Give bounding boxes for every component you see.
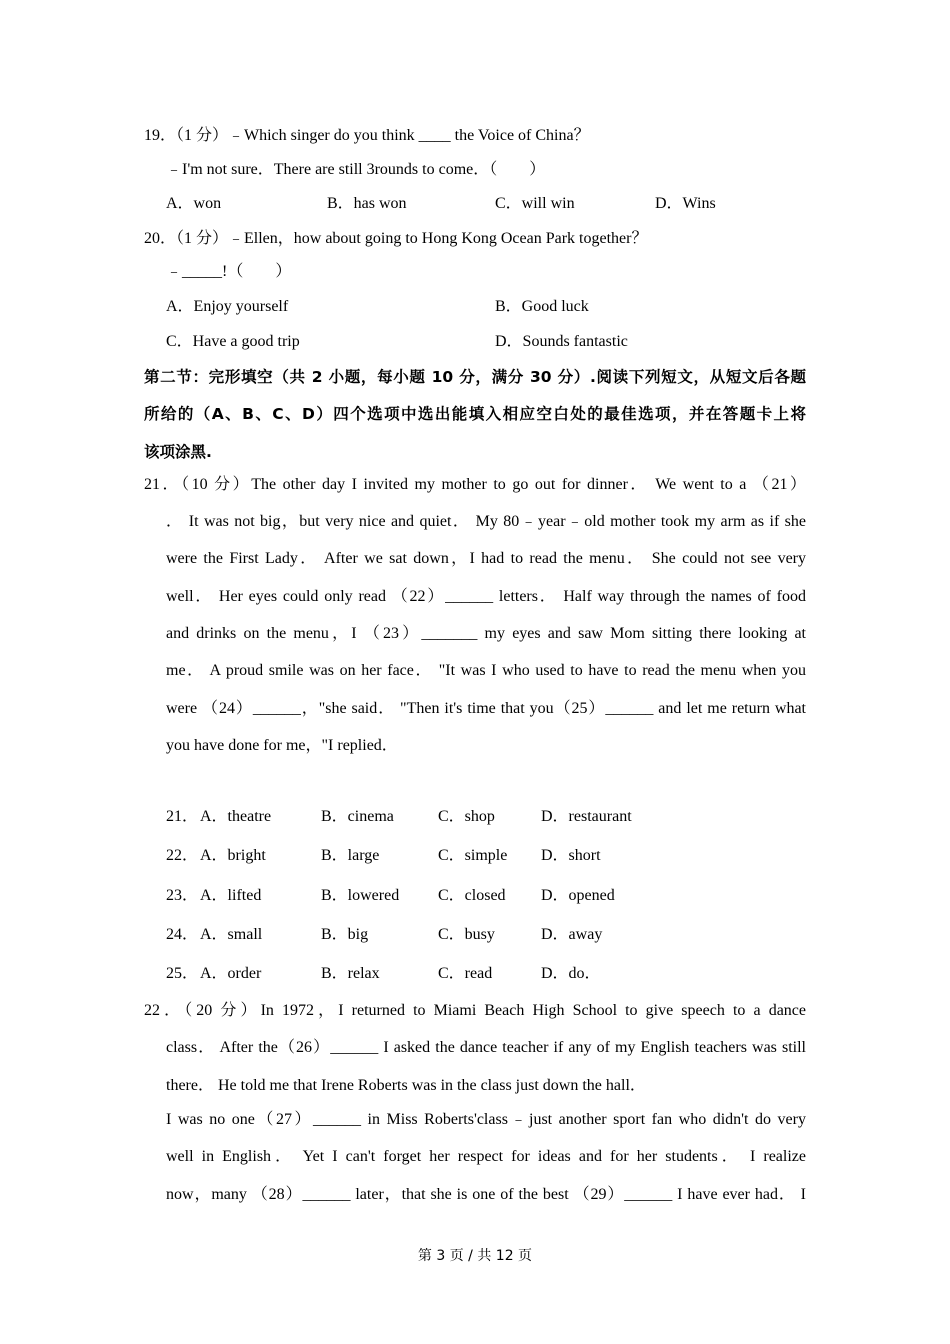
choice-c: C．busy (438, 926, 495, 943)
section2-line3: 该项涂黑. (144, 443, 212, 461)
choice-b: B．big (321, 926, 369, 943)
choice-d: D．restaurant (541, 808, 632, 825)
choice-b: B．cinema (321, 808, 394, 825)
q22-line: now，many （28）______ later，that she is one of the best （29）______ I have ever had． I (166, 1186, 806, 1203)
q21-line: were the First Lady． After we sat down，I had to read the menu． She could not see very (166, 550, 807, 567)
choice-number: 25． (166, 965, 199, 982)
choice-a: A．lifted (200, 887, 262, 904)
q20-option-c: C．Have a good trip (166, 333, 300, 350)
q22-line: there． He told me that Irene Roberts was in the class just down the hall． (166, 1077, 646, 1094)
q19-option-d: D．Wins (655, 195, 716, 212)
q21-line: and drinks on the menu，I （23）_______ my eyes and saw Mom sitting there looking at (166, 625, 806, 642)
q19-option-a: A．won (166, 195, 222, 212)
choice-c: C．simple (438, 847, 508, 864)
choice-c: C．read (438, 965, 493, 982)
choice-b: B．large (321, 847, 380, 864)
choice-a: A．theatre (200, 808, 272, 825)
q21-line: were （24）______，"she said． "Then it's time that you（25）______ and let me return what (166, 700, 806, 717)
q20-option-b: B．Good luck (495, 298, 589, 315)
choice-c: C．shop (438, 808, 495, 825)
choice-number: 24． (166, 926, 199, 943)
q19-option-b: B．has won (327, 195, 407, 212)
q20-line2: ﹣_____!（ ） (166, 263, 292, 280)
choice-d: D．opened (541, 887, 615, 904)
choice-number: 21． (166, 808, 199, 825)
choice-number: 23． (166, 887, 199, 904)
choice-a: A．small (200, 926, 263, 943)
q22-line: class． After the（26）______ I asked the dance teacher if any of my English teachers was still (166, 1039, 806, 1056)
choice-b: B．relax (321, 965, 380, 982)
q21-line: 21．（10 分）The other day I invited my mother to go out for dinner． We went to a （21） (144, 476, 806, 493)
page-footer: 第 3 页 / 共 12 页 (417, 1248, 533, 1264)
q22-line: well in English． Yet I can't forget her respect for ideas and for her students． I realize (166, 1148, 806, 1165)
choice-b: B．lowered (321, 887, 400, 904)
choice-a: A．bright (200, 847, 266, 864)
q21-line: well． Her eyes could only read （22）______ letters． Half way through the names of food (166, 588, 806, 605)
q22-line: 22．（20 分）In 1972，I returned to Miami Beach High School to give speech to a dance (144, 1002, 806, 1019)
choice-a: A．order (200, 965, 262, 982)
q20-option-a: A．Enjoy yourself (166, 298, 289, 315)
section2-line1: 第二节：完形填空（共 2 小题，每小题 10 分，满分 30 分）.阅读下列短文，从短文后各题 (144, 368, 806, 386)
section2-line2: 所给的（A、B、C、D）四个选项中选出能填入相应空白处的最佳选项，并在答题卡上将 (144, 405, 806, 423)
choice-d: D．away (541, 926, 603, 943)
q22-line: I was no one（27）______ in Miss Roberts'class﹣just another sport fan who didn't do very (166, 1111, 806, 1128)
q19-stem: 19．（1 分）﹣Which singer do you think ____ the Voice of China？ (144, 127, 590, 144)
q21-line: ． It was not big，but very nice and quiet． My 80﹣year﹣old mother took my arm as if she (166, 513, 806, 530)
q21-line: me． A proud smile was on her face． "It was I who used to have to read the menu when you (166, 662, 807, 679)
choice-c: C．closed (438, 887, 506, 904)
choice-d: D．do． (541, 965, 601, 982)
choice-number: 22． (166, 847, 199, 864)
q21-line: you have done for me，"I replied． (166, 737, 398, 754)
q20-stem: 20．（1 分）﹣Ellen，how about going to Hong Kong Ocean Park together？ (144, 230, 648, 247)
q19-option-c: C．will win (495, 195, 575, 212)
choice-d: D．short (541, 847, 601, 864)
q19-line2: ﹣I'm not sure．There are still 3rounds to come．（ ） (166, 161, 546, 178)
q20-option-d: D．Sounds fantastic (495, 333, 628, 350)
